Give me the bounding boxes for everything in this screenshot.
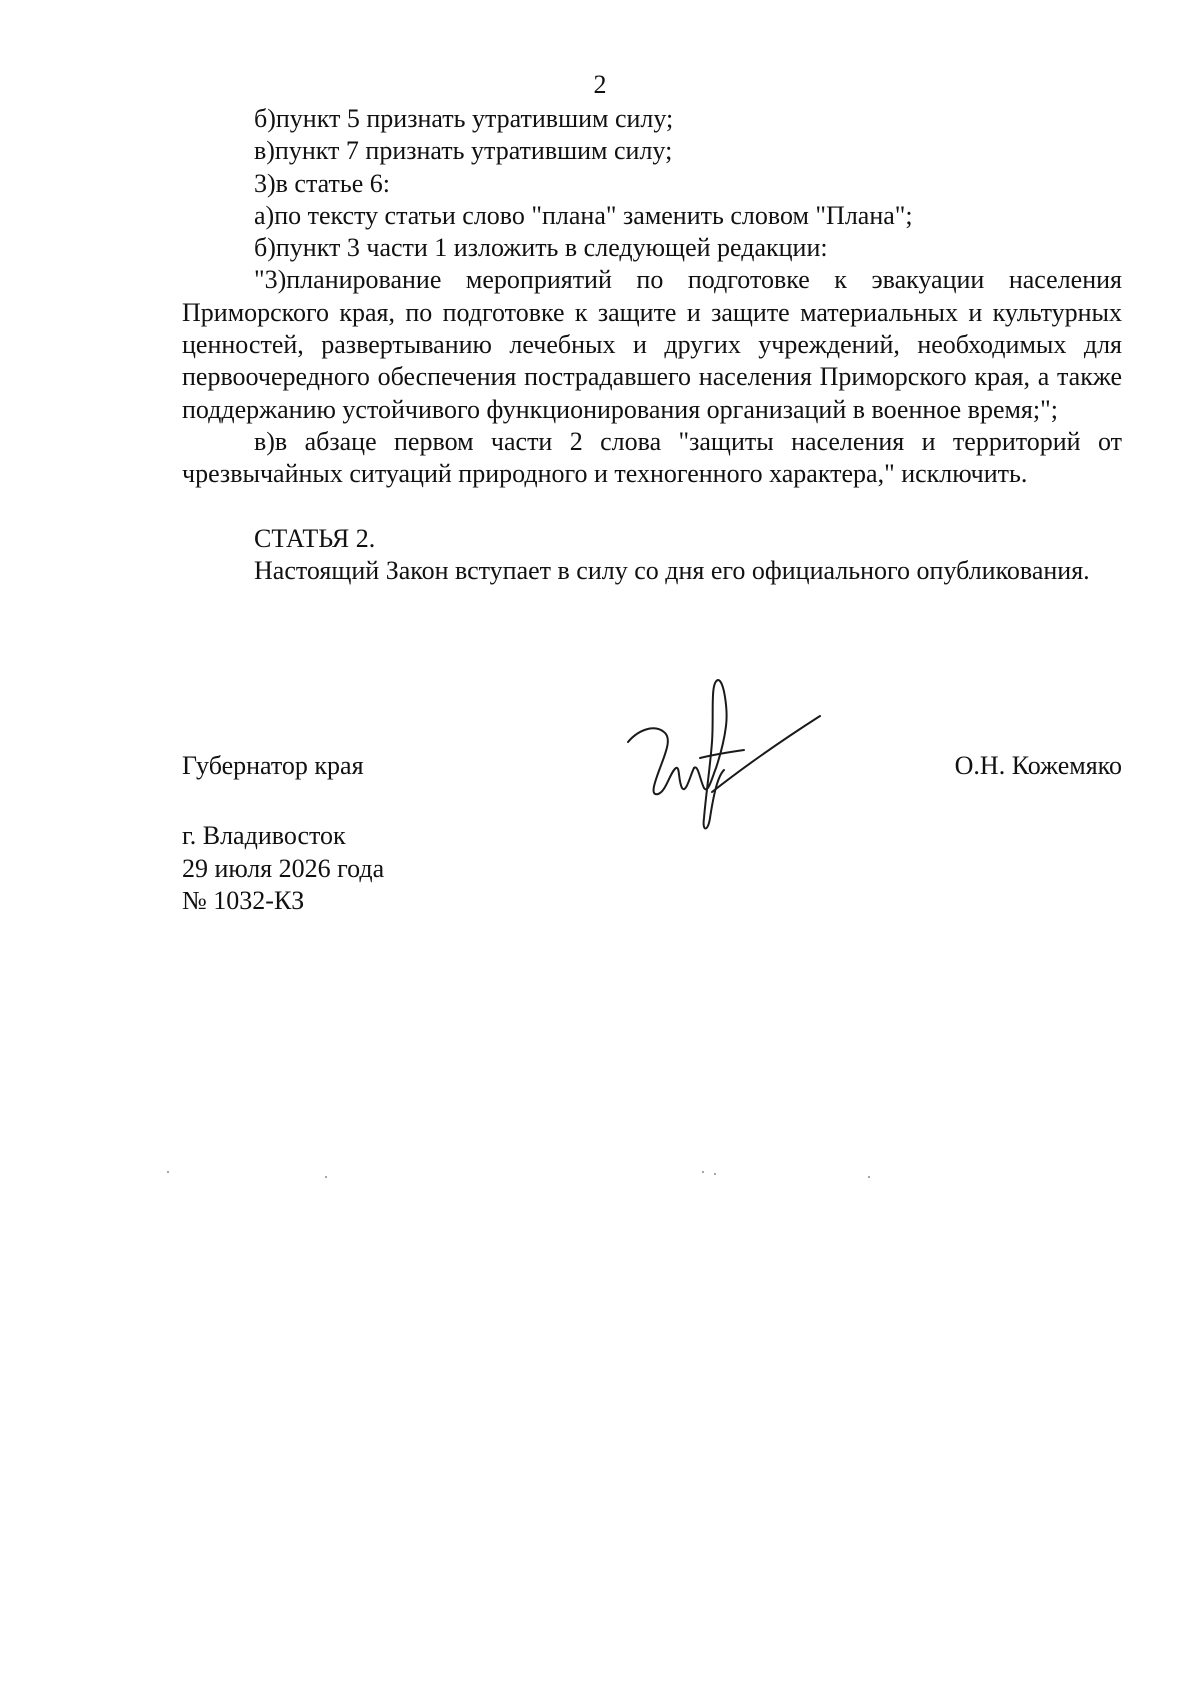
paragraph-item-b-point-5: б)пункт 5 признать утратившим силу;	[254, 104, 674, 133]
paragraph-item-b-new-wording: б)пункт 3 части 1 изложить в следующей редакции:	[254, 233, 828, 263]
paragraph-gap	[182, 491, 1122, 523]
scan-speck	[702, 1171, 704, 1173]
signatory-position: Губернатор края	[182, 751, 364, 780]
article-text: Настоящий Закон вступает в силу со дня его официального опубликования.	[254, 555, 1090, 585]
paragraph-point-3-article-6: 3)в статье 6:	[254, 168, 391, 198]
scan-speck	[325, 1176, 327, 1178]
document-footer	[182, 820, 384, 918]
footer-date: 29 июля 2026 года	[182, 853, 385, 883]
scan-speck	[167, 1171, 169, 1173]
footer-city: г. Владивосток	[182, 821, 346, 850]
paragraph-item-a-replace-word: а)по тексту статьи слово "плана" заменить словом "Плана";	[254, 200, 913, 230]
signature-block	[182, 750, 1122, 790]
document-body	[182, 103, 1122, 587]
article-heading: СТАТЬЯ 2.	[254, 523, 376, 553]
paragraph-quoted-new-text: "3)планирование мероприятий по подготовке к эвакуации населения Приморского края, по подготовке к защите и защите материальных и культурных ценностей, развертыванию лечебных и других учреждений, необходимых для первоочередного обеспечения пострадавшего населения Приморского края, а также поддержанию устойчивого функционирования организаций в военное время;";	[182, 265, 1122, 424]
signatory-name: О.Н. Кожемяко	[954, 751, 1122, 780]
scan-speck	[868, 1176, 870, 1178]
paragraph-item-v-exclude: в)в абзаце первом части 2 слова "защиты населения и территорий от чрезвычайных ситуаций природного и техногенного характера," исключить.	[182, 426, 1122, 489]
footer-number: № 1032-КЗ	[182, 886, 305, 915]
paragraph-item-v-point-7: в)пункт 7 признать утратившим силу;	[254, 136, 673, 166]
scan-speck	[714, 1173, 716, 1175]
page-number: 2	[593, 70, 607, 99]
